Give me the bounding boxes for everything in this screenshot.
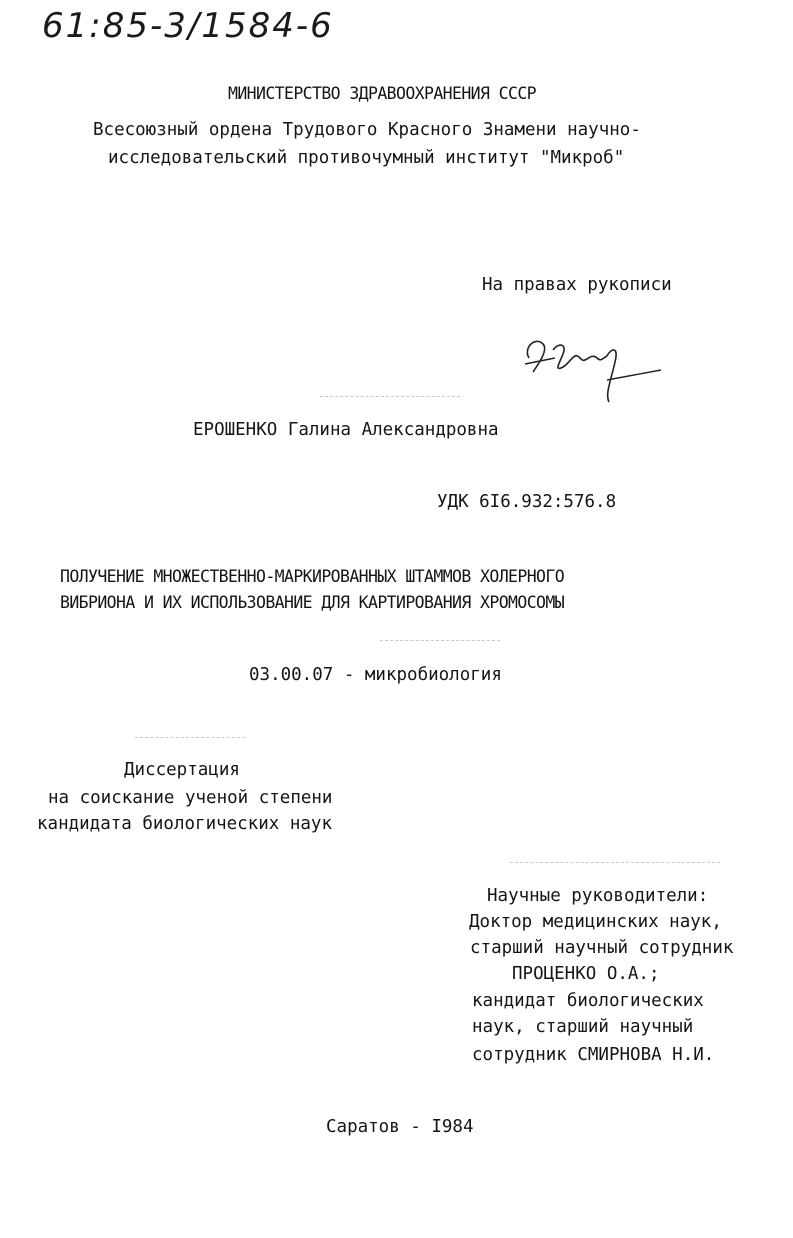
scan-artifact [320,396,460,398]
dissertation-title-line-1: ПОЛУЧЕНИЕ МНОЖЕСТВЕННО-МАРКИРОВАННЫХ ШТАММОВ ХОЛЕРНОГО [60,567,565,586]
institute-line-1: Всесоюзный ордена Трудового Красного Знамени научно- [93,120,641,140]
author-name: ЕРОШЕНКО Галина Александровна [193,420,499,440]
institute-line-2: исследовательский противочумный институт "Микроб" [108,148,625,168]
signature-mark [515,328,675,408]
supervisor-line-5: наук, старший научный [472,1017,694,1037]
udc-code: УДК 6I6.932:576.8 [437,492,617,512]
scan-artifact [380,640,500,642]
supervisor-line-1: Доктор медицинских наук, [469,912,722,932]
manuscript-rights: На правах рукописи [482,275,672,295]
scan-artifact [510,862,720,864]
supervisor-line-3: ПРОЦЕНКО О.А.; [512,964,660,984]
dissertation-title-line-2: ВИБРИОНА И ИХ ИСПОЛЬЗОВАНИЕ ДЛЯ КАРТИРОВАНИЯ ХРОМОСОМЫ [60,593,565,612]
scan-artifact [135,737,245,739]
city-year: Саратов - I984 [326,1117,474,1137]
supervisor-line-2: старший научный сотрудник [470,938,734,958]
degree-line-2: на соискание ученой степени [48,788,333,808]
supervisor-line-6: сотрудник СМИРНОВА Н.И. [472,1045,715,1065]
supervisors-heading: Научные руководители: [487,886,709,906]
supervisor-line-4: кандидат биологических [472,991,704,1011]
ministry-heading: МИНИСТЕРСТВО ЗДРАВООХРАНЕНИЯ СССР [228,84,537,103]
handwritten-archive-code: 61:85-3/1584-6 [42,6,334,46]
degree-line-1: Диссертация [124,760,240,780]
specialty: 03.00.07 - микробиология [249,665,502,685]
degree-line-3: кандидата биологических наук [37,814,333,834]
